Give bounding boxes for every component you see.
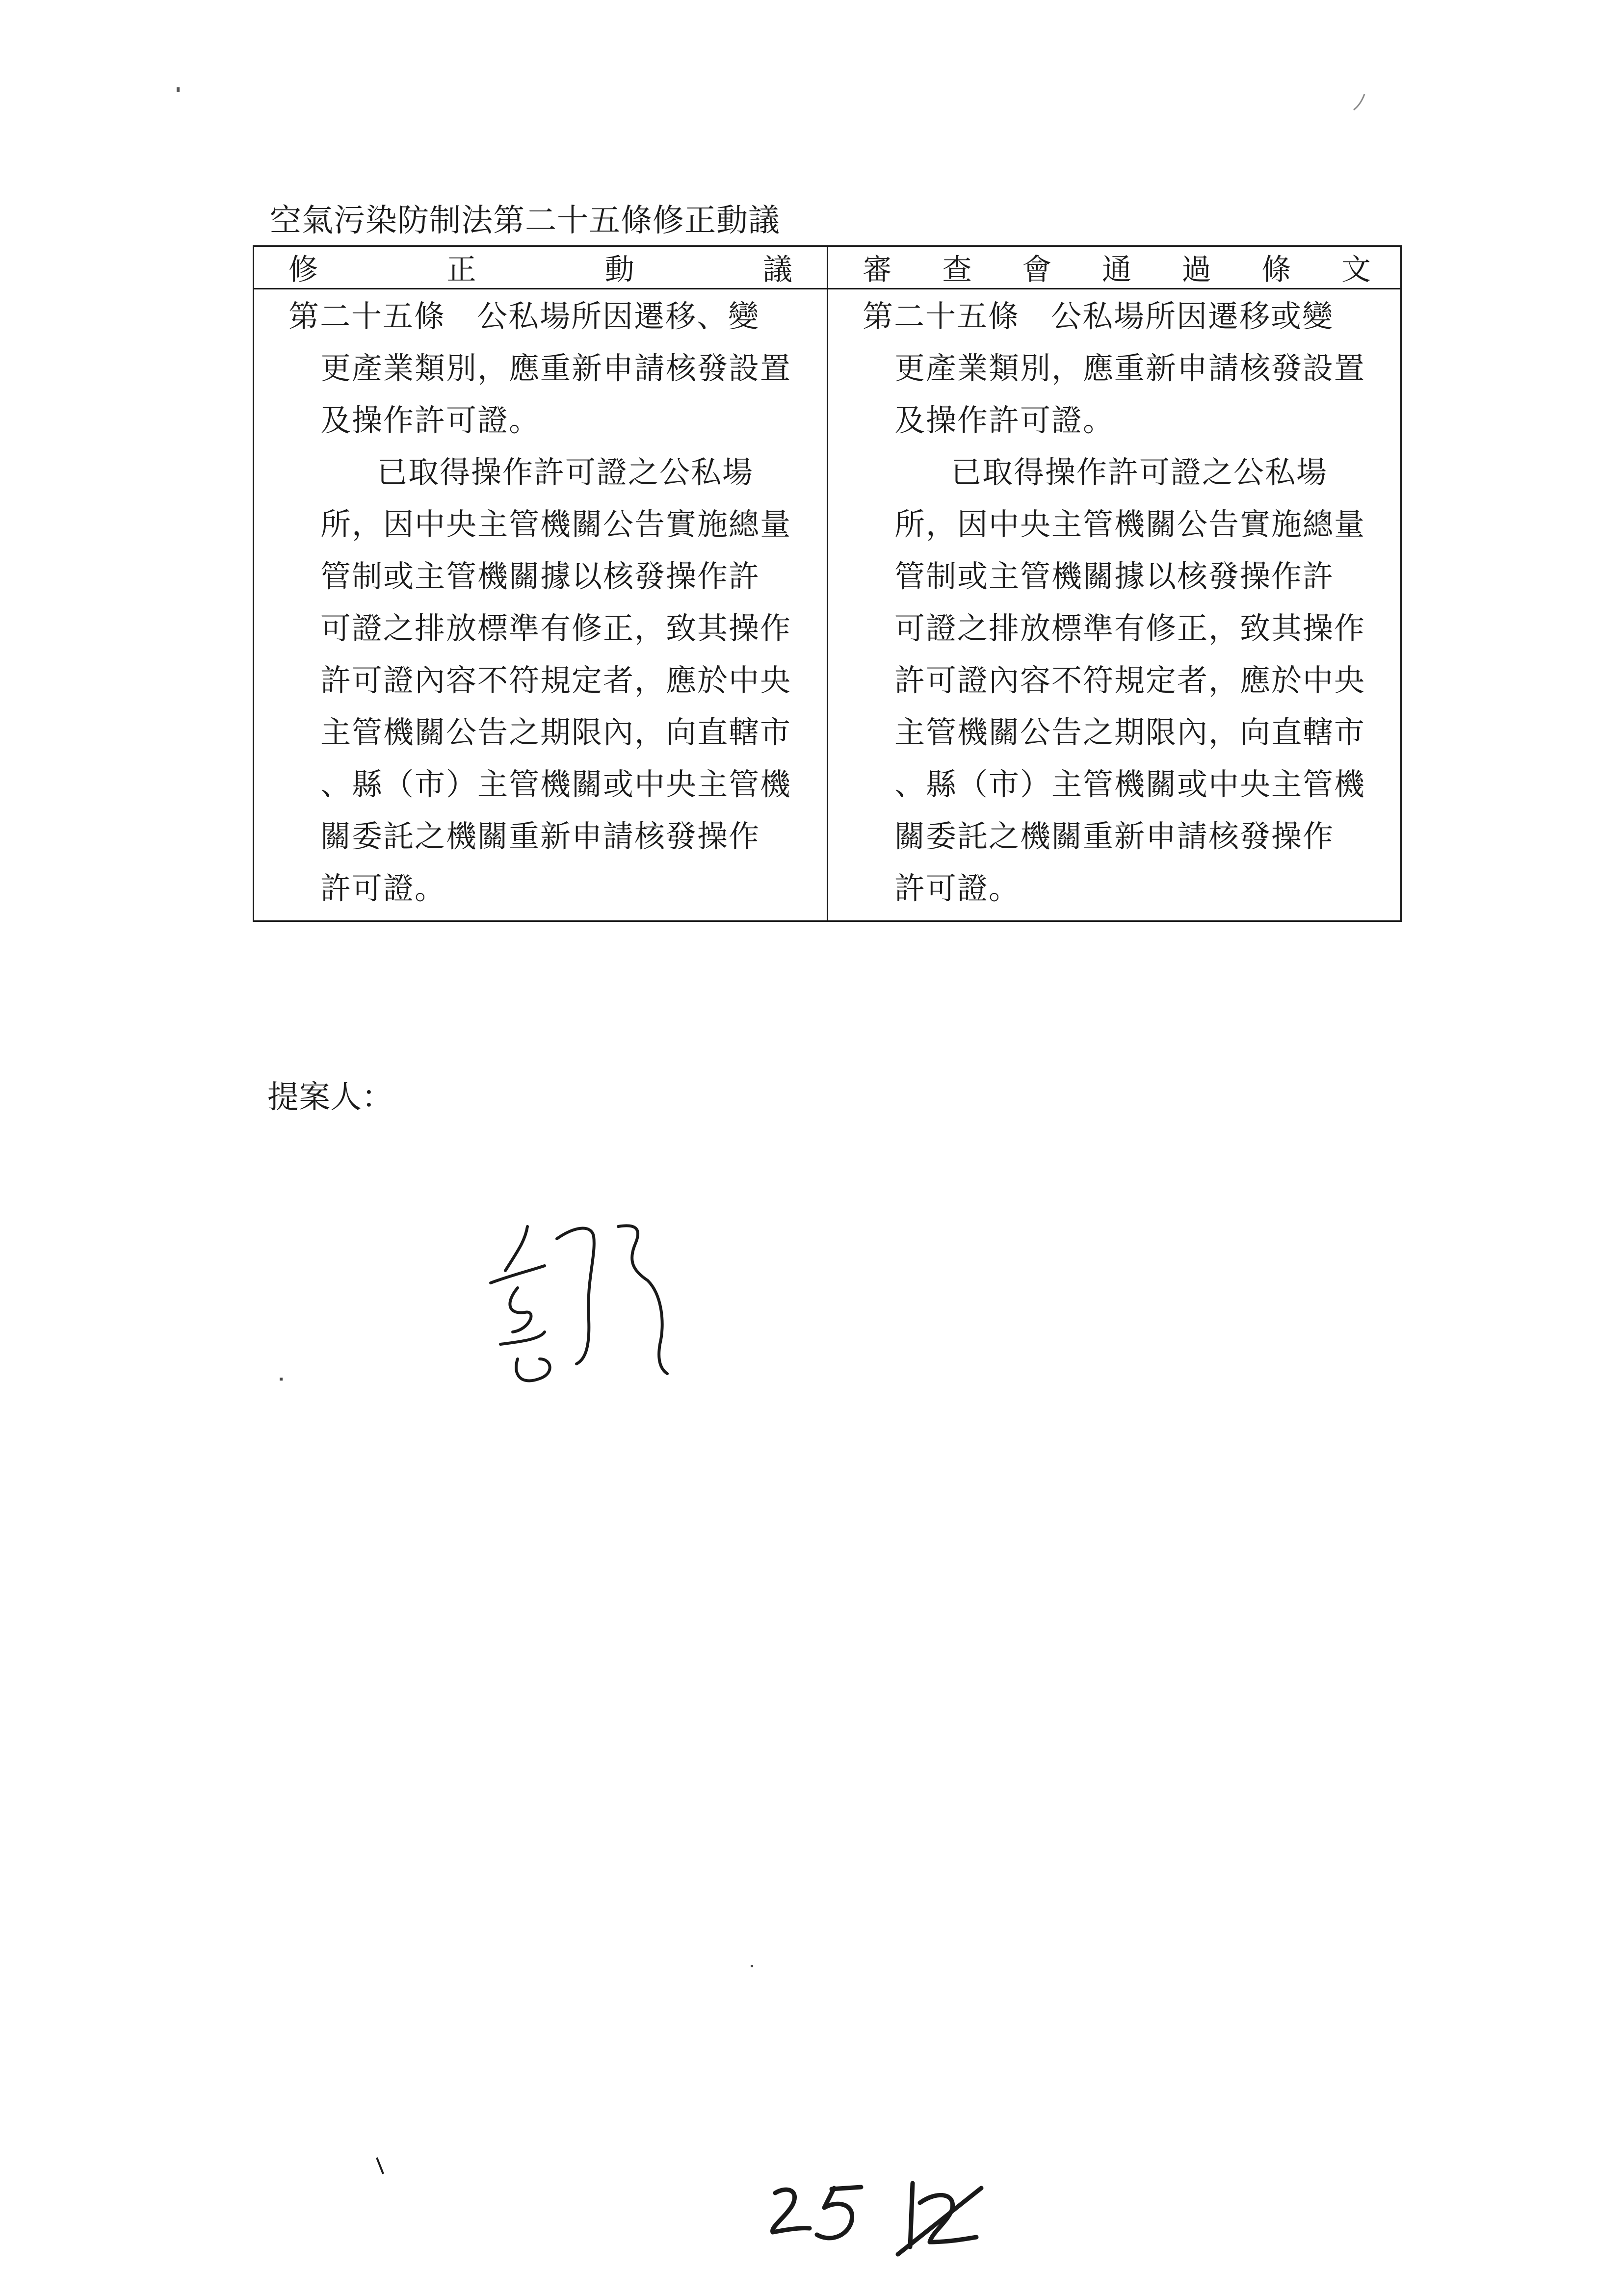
- text-line: 所，因中央主管機關公告實施總量: [320, 506, 792, 542]
- text-line: 許可證。: [894, 870, 1021, 906]
- text-line: 第二十五條 公私場所因遷移或變: [863, 298, 1334, 334]
- text-line: 關委託之機關重新申請核發操作: [320, 818, 760, 854]
- comparison-table: [253, 245, 1402, 922]
- text-line: 、縣（市）主管機關或中央主管機: [320, 766, 792, 802]
- header-char: 通: [1101, 253, 1131, 287]
- header-char: 查: [942, 253, 972, 287]
- scan-mark: [1352, 92, 1366, 112]
- scan-speck: [751, 1965, 753, 1967]
- handwritten-signature: [471, 1197, 726, 1403]
- scan-mark: [375, 2156, 385, 2176]
- header-char: 過: [1181, 253, 1211, 287]
- text-line: 管制或主管機關據以核發操作許: [320, 558, 760, 594]
- header-char: 正: [446, 253, 476, 287]
- text-line: 及操作許可證。: [320, 402, 541, 438]
- text-line: 更產業類別，應重新申請核發設置: [320, 350, 792, 386]
- text-line: 主管機關公告之期限內，向直轄市: [320, 714, 792, 750]
- text-line: 主管機關公告之期限內，向直轄市: [894, 714, 1366, 750]
- text-line: 第二十五條 公私場所因遷移、變: [288, 298, 760, 334]
- proposer-label: 提案人：: [267, 1079, 393, 1116]
- text-line: 更產業類別，應重新申請核發設置: [894, 350, 1366, 386]
- text-line: 可證之排放標準有修正，致其操作: [894, 610, 1366, 646]
- header-char: 動: [604, 253, 634, 287]
- text-line: 已取得操作許可證之公私場: [377, 454, 754, 490]
- header-char: 條: [1261, 253, 1291, 287]
- header-char: 會: [1022, 253, 1052, 287]
- text-line: 已取得操作許可證之公私場: [951, 454, 1328, 490]
- text-line: 、縣（市）主管機關或中央主管機: [894, 766, 1366, 802]
- table-header-row: [254, 247, 1400, 289]
- text-line: 許可證內容不符規定者，應於中央: [320, 662, 792, 698]
- amendment-motion-text: [254, 289, 828, 920]
- header-char: 修: [288, 253, 318, 287]
- scan-speck: [280, 1378, 283, 1381]
- document-title: 空氣污染防制法第二十五條修正動議: [270, 203, 780, 239]
- header-char: 議: [762, 253, 792, 287]
- text-line: 關委託之機關重新申請核發操作: [894, 818, 1335, 854]
- header-committee-passed-text: [828, 247, 1400, 288]
- table-body-row: [254, 289, 1400, 920]
- text-line: 許可證。: [320, 870, 446, 906]
- header-char: 審: [863, 253, 892, 287]
- scan-speck: [177, 87, 180, 92]
- header-amendment-motion: [254, 247, 828, 288]
- text-line: 及操作許可證。: [894, 402, 1115, 438]
- handwritten-page-mark: [751, 2173, 1006, 2271]
- text-line: 管制或主管機關據以核發操作許: [894, 558, 1335, 594]
- text-line: 可證之排放標準有修正，致其操作: [320, 610, 792, 646]
- committee-passed-text: [828, 289, 1400, 920]
- text-line: 所，因中央主管機關公告實施總量: [894, 506, 1366, 542]
- text-line: 許可證內容不符規定者，應於中央: [894, 662, 1366, 698]
- header-char: 文: [1341, 253, 1371, 287]
